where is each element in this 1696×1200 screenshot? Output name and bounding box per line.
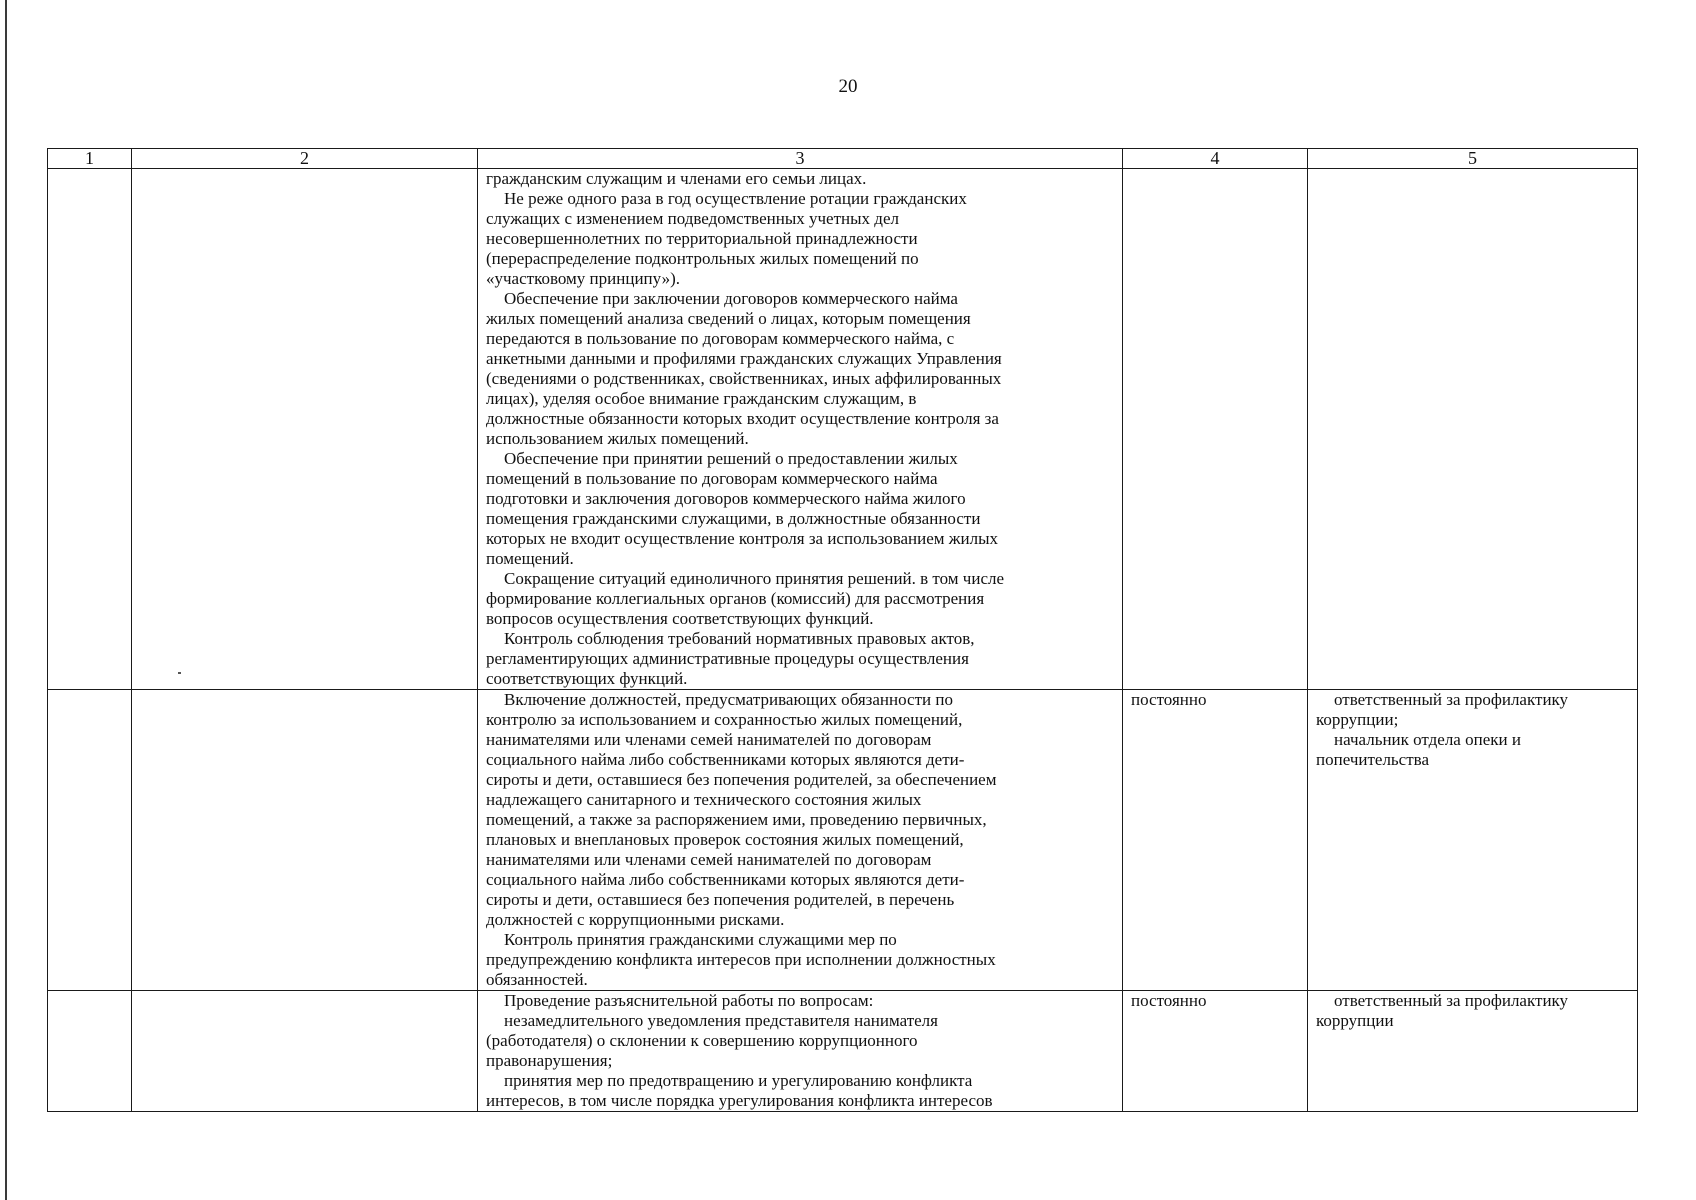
cell-responsible — [1308, 169, 1638, 690]
cell-deadline: постоянно — [1123, 991, 1308, 1112]
header-col-4: 4 — [1123, 149, 1308, 169]
cell-measures — [478, 169, 1123, 690]
cell-number — [48, 991, 132, 1112]
header-col-2: 2 — [132, 149, 478, 169]
header-row — [48, 149, 1638, 169]
measure-text: гражданским служащим и членами его семьи лицах. — [486, 169, 867, 188]
cell-risk — [132, 690, 478, 991]
measure-text: Не реже одного раза в год осуществление ротации гражданских служащих с изменением подведомственных учетных дел несовершеннолетних по территориальной принадлежности (перераспределение подконтрольных жилых помещений по «участковому принципу»). — [486, 189, 967, 288]
cell-deadline — [1123, 169, 1308, 690]
cell-deadline: постоянно — [1123, 690, 1308, 991]
page-number: 20 — [838, 76, 858, 97]
left-margin-rule — [5, 0, 7, 1200]
cell-measures — [478, 690, 1123, 991]
responsible-text: ответственный за профилактику коррупции; — [1316, 690, 1569, 729]
header-col-5: 5 — [1308, 149, 1638, 169]
header-col-1: 1 — [48, 149, 132, 169]
measure-text: Включение должностей, предусматривающих обязанности по контролю за использованием и сохранностью жилых помещений, нанимателями или членами семей нанимателей по договорам социального найма либо собственниками которых являются дети- сироты и дети, оставшиеся без попечения родителей, за обеспечением надлежащего санитарного и технического состояния жилых помещений, а также за распоряжением ими, проведению первичных, плановых и внеплановых проверок состояния жилых помещений, нанимателями или членами семей нанимателей по договорам социального найма либо собственниками которых являются дети- сироты и дети, оставшиеся без попечения родителей, в перечень должностей с коррупционными рисками. — [486, 690, 997, 929]
measure-text: незамедлительного уведомления представителя нанимателя (работодателя) о склонении к совершению коррупционного правонарушения; — [486, 1011, 938, 1070]
measures-table — [47, 148, 1638, 1112]
measure-text: Контроль соблюдения требований нормативных правовых актов, регламентирующих административные процедуры осуществления соответствующих функций. — [486, 629, 975, 688]
responsible-text: начальник отдела опеки и попечительства — [1316, 730, 1521, 769]
measure-text: Проведение разъяснительной работы по вопросам: — [504, 991, 874, 1010]
table-row — [48, 991, 1638, 1112]
measure-text: Обеспечение при заключении договоров коммерческого найма жилых помещений анализа сведений о лицах, которым помещения передаются в пользование по договорам коммерческого найма, с анкетными данными и профилями гражданских служащих Управления (сведениями о родственниках, свойственниках, иных аффилированных лицах), уделяя особое внимание гражданским служащим, в должностные обязанности которых входит осуществление контроля за использованием жилых помещений. — [486, 289, 1002, 448]
header-col-3: 3 — [478, 149, 1123, 169]
cell-responsible — [1308, 690, 1638, 991]
responsible-text: ответственный за профилактику коррупции — [1316, 991, 1569, 1030]
cell-risk — [132, 169, 478, 690]
cell-measures — [478, 991, 1123, 1112]
cell-risk — [132, 991, 478, 1112]
measure-text: Обеспечение при принятии решений о предоставлении жилых помещений в пользование по договорам коммерческого найма подготовки и заключения договоров коммерческого найма жилого помещения гражданскими служащими, в должностные обязанности которых не входит осуществление контроля за использованием жилых помещений. — [486, 449, 999, 568]
measure-text: Контроль принятия гражданскими служащими мер по предупреждению конфликта интересов при исполнении должностных обязанностей. — [486, 930, 996, 989]
scan-speck — [178, 672, 181, 674]
cell-responsible — [1308, 991, 1638, 1112]
measure-text: Сокращение ситуаций единоличного принятия решений. в том числе формирование коллегиальных органов (комиссий) для рассмотрения вопросов осуществления соответствующих функций. — [486, 569, 1005, 628]
measure-text: принятия мер по предотвращению и урегулированию конфликта интересов, в том числе порядка урегулирования конфликта интересов — [486, 1071, 993, 1110]
table-row — [48, 169, 1638, 690]
cell-number — [48, 690, 132, 991]
table-row — [48, 690, 1638, 991]
cell-number — [48, 169, 132, 690]
